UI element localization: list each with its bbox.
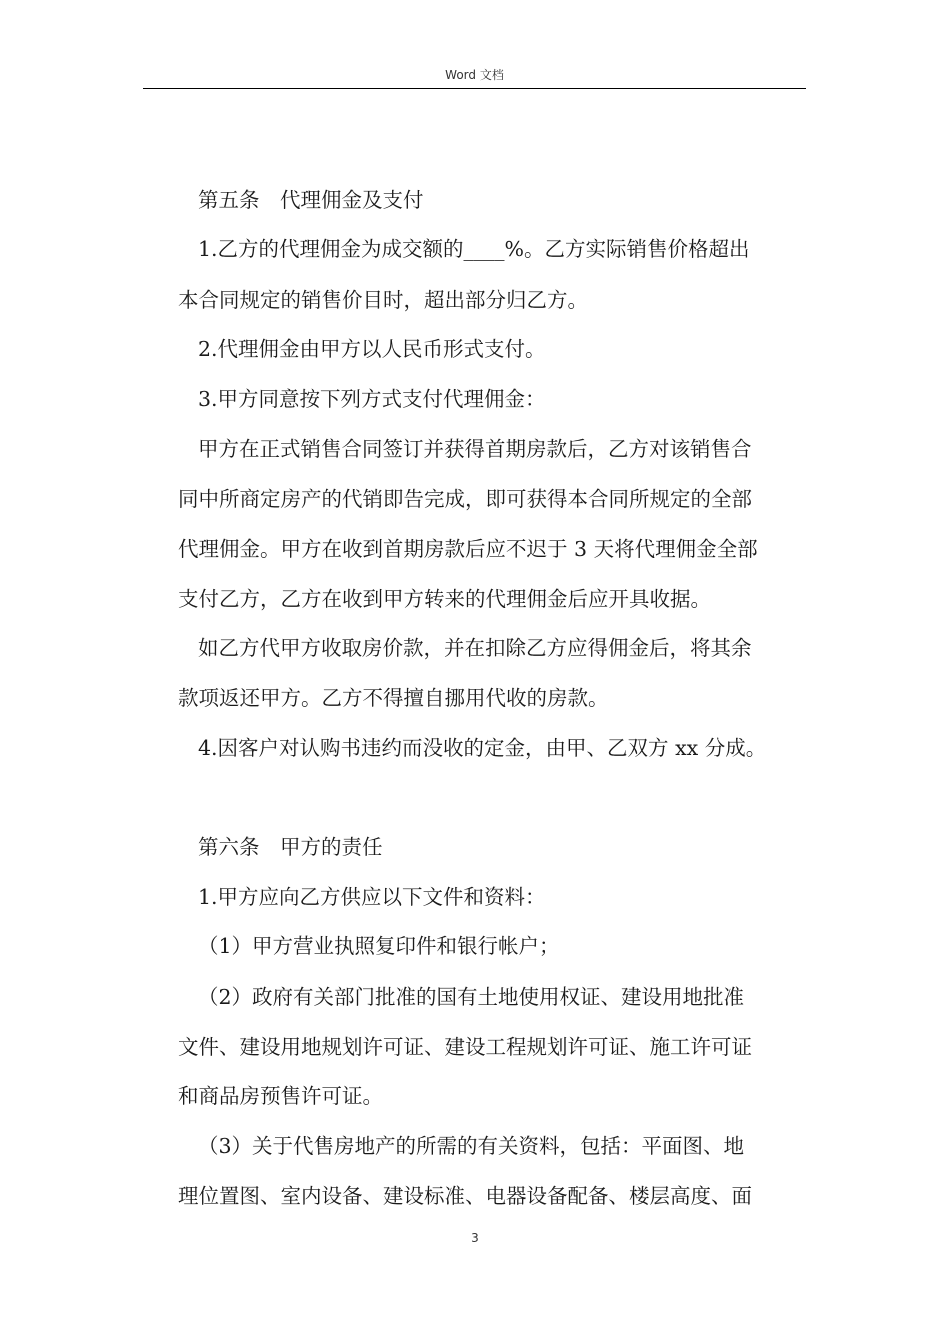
paragraph-line: （2）政府有关部门批准的国有土地使用权证、建设用地批准 xyxy=(198,985,745,1009)
paragraph-line: 同中所商定房产的代销即告完成，即可获得本合同所规定的全部 xyxy=(178,487,752,511)
page-number: 3 xyxy=(471,1231,479,1245)
page-header xyxy=(143,66,806,89)
paragraph-line: （1）甲方营业执照复印件和银行帐户； xyxy=(198,934,560,958)
paragraph-line: 文件、建设用地规划许可证、建设工程规划许可证、施工许可证 xyxy=(178,1035,752,1059)
header-title: Word 文档 xyxy=(445,68,504,82)
paragraph-line: 2.代理佣金由甲方以人民币形式支付。 xyxy=(198,337,546,361)
paragraph-line: 如乙方代甲方收取房价款，并在扣除乙方应得佣金后，将其余 xyxy=(198,636,752,660)
paragraph-line: 甲方在正式销售合同签订并获得首期房款后，乙方对该销售合 xyxy=(198,437,752,461)
paragraph-line: 1.乙方的代理佣金为成交额的____%。乙方实际销售价格超出 xyxy=(198,237,750,261)
paragraph-line: 支付乙方，乙方在收到甲方转来的代理佣金后应开具收据。 xyxy=(178,587,711,611)
paragraph-line: 款项返还甲方。乙方不得擅自挪用代收的房款。 xyxy=(178,686,609,710)
paragraph-line: 4.因客户对认购书违约而没收的定金，由甲、乙双方 xx 分成。 xyxy=(198,736,767,760)
paragraph-line: 和商品房预售许可证。 xyxy=(178,1084,383,1108)
article-5-heading: 第五条 代理佣金及支付 xyxy=(198,188,424,212)
paragraph-line: 3.甲方同意按下列方式支付代理佣金： xyxy=(198,387,546,411)
paragraph-line: 代理佣金。甲方在收到首期房款后应不迟于 3 天将代理佣金全部 xyxy=(178,537,758,561)
paragraph-line: 理位置图、室内设备、建设标准、电器设备配备、楼层高度、面 xyxy=(178,1184,752,1208)
paragraph-line: 1.甲方应向乙方供应以下文件和资料： xyxy=(198,885,546,909)
article-6-heading: 第六条 甲方的责任 xyxy=(198,835,383,859)
paragraph-line: （3）关于代售房地产的所需的有关资料，包括：平面图、地 xyxy=(198,1134,745,1158)
paragraph-line: 本合同规定的销售价目时，超出部分归乙方。 xyxy=(178,288,588,312)
